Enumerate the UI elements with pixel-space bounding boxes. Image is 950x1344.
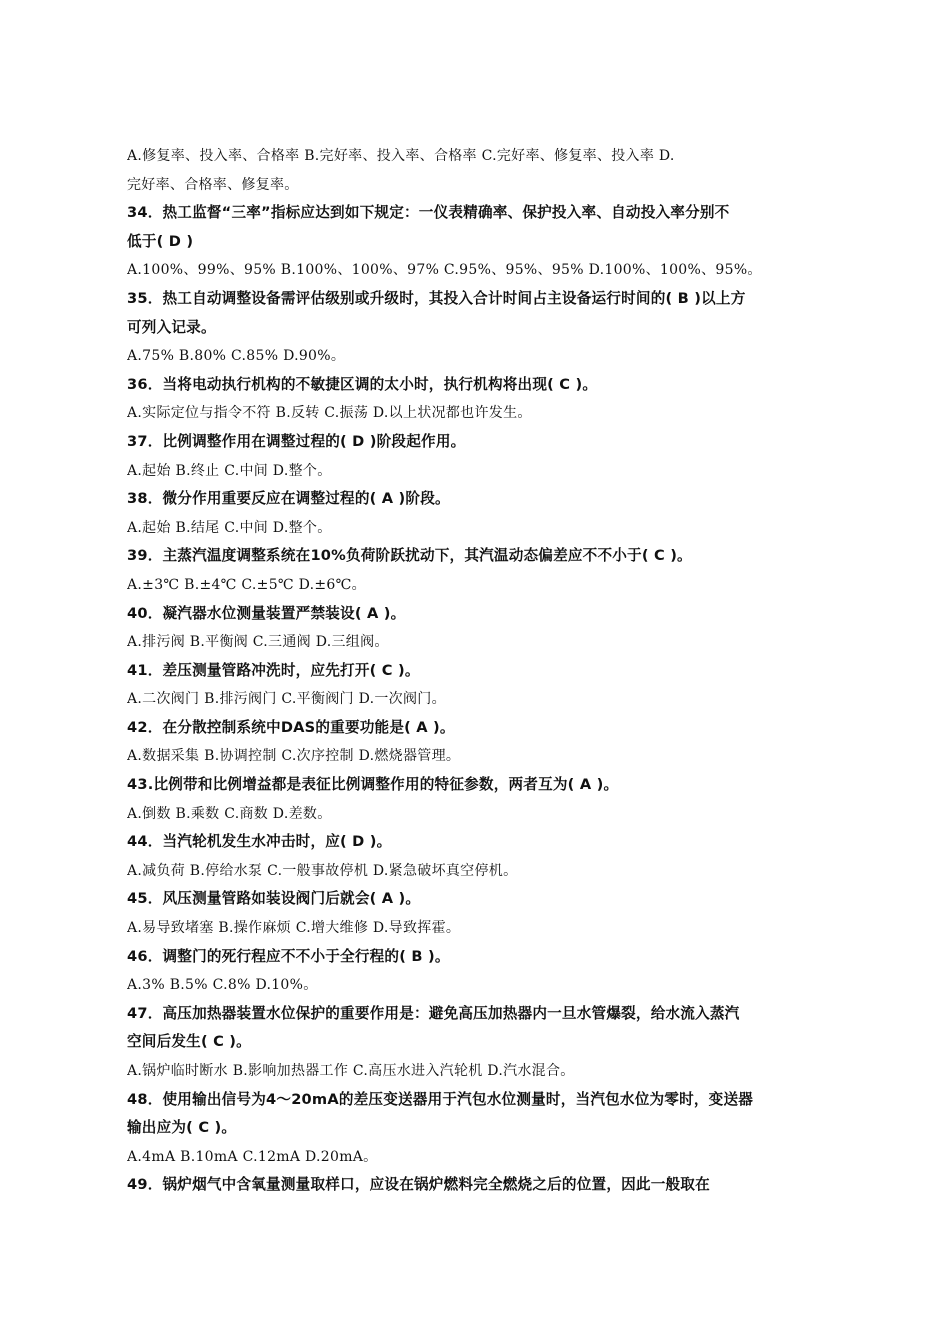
question-text-line: 41．差压测量管路冲洗时，应先打开( C )。: [127, 661, 420, 679]
answer-options-line: A.100%、99%、95% B.100%、100%、97% C.95%、95%、95% D.100%、100%、95%。: [127, 262, 762, 279]
question-text-line: 44．当汽轮机发生水冲击时，应( D )。: [127, 833, 392, 851]
question-text-line: 46．调整门的死行程应不不小于全行程的( B )。: [127, 947, 450, 965]
question-text-line: 45．风压测量管路如装设阀门后就会( A )。: [127, 890, 421, 908]
question-text-line: 低于( D ): [127, 232, 194, 250]
answer-options-line: A.起始 B.结尾 C.中间 D.整个。: [127, 519, 332, 536]
answer-options-line: A.±3℃ B.±4℃ C.±5℃ D.±6℃。: [127, 576, 366, 593]
question-text-line: 空间后发生( C )。: [127, 1033, 251, 1051]
answer-options-line: A.75% B.80% C.85% D.90%。: [127, 348, 346, 365]
question-text-line: 43.比例带和比例增益都是表征比例调整作用的特征参数，两者互为( A )。: [127, 776, 619, 794]
answer-options-line: A.数据采集 B.协调控制 C.次序控制 D.燃烧器管理。: [127, 748, 461, 765]
question-text-line: 34．热工监督“三率”指标应达到如下规定：一仪表精确率、保护投入率、自动投入率分别不: [127, 204, 730, 222]
question-text-line: 输出应为( C )。: [127, 1119, 237, 1137]
question-text-line: 47．高压加热器装置水位保护的重要作用是：避免高压加热器内一旦水管爆裂，给水流入蒸汽: [127, 1004, 740, 1022]
answer-options-line: A.修复率、投入率、合格率 B.完好率、投入率、合格率 C.完好率、修复率、投入率 D.: [127, 148, 675, 164]
question-text-line: 49．锅炉烟气中含氧量测量取样口，应设在锅炉燃料完全燃烧之后的位置，因此一般取在: [127, 1176, 710, 1194]
answer-options-line: A.减负荷 B.停给水泵 C.一般事故停机 D.紧急破坏真空停机。: [127, 862, 518, 879]
question-text-line: 35．热工自动调整设备需评估级别或升级时，其投入合计时间占主设备运行时间的( B )以上方: [127, 289, 746, 307]
question-text-line: 39．主蒸汽温度调整系统在10%负荷阶跃扰动下，其汽温动态偏差应不不小于( C )。: [127, 547, 692, 565]
answer-options-line: A.易导致堵塞 B.操作麻烦 C.增大维修 D.导致挥霍。: [127, 920, 461, 937]
answer-options-line: A.实际定位与指令不符 B.反转 C.振荡 D.以上状况都也许发生。: [127, 405, 532, 422]
question-text-line: 40．凝汽器水位测量装置严禁装设( A )。: [127, 604, 406, 622]
answer-options-line: A.倒数 B.乘数 C.商数 D.差数。: [127, 805, 332, 822]
answer-options-line: A.3% B.5% C.8% D.10%。: [127, 977, 318, 994]
question-text-line: 42．在分散控制系统中DAS的重要功能是( A )。: [127, 718, 455, 736]
question-text-line: 38．微分作用重要反应在调整过程的( A )阶段。: [127, 490, 450, 508]
answer-options-line: A.锅炉临时断水 B.影响加热器工作 C.高压水进入汽轮机 D.汽水混合。: [127, 1063, 575, 1079]
answer-options-line: A.二次阀门 B.排污阀门 C.平衡阀门 D.一次阀门。: [127, 691, 446, 708]
answer-options-line: A.排污阀 B.平衡阀 C.三通阀 D.三组阀。: [127, 634, 389, 651]
document-page: [127, 142, 827, 1200]
question-text-line: 48．使用输出信号为4～20mA的差压变送器用于汽包水位测量时，当汽包水位为零时，变送器: [127, 1090, 754, 1108]
question-text-line: 37．比例调整作用在调整过程的( D )阶段起作用。: [127, 432, 466, 450]
question-text-line: 可列入记录。: [127, 318, 216, 336]
answer-options-line: A.起始 B.终止 C.中间 D.整个。: [127, 462, 332, 479]
answer-options-line: 完好率、合格率、修复率。: [127, 176, 299, 193]
answer-options-line: A.4mA B.10mA C.12mA D.20mA。: [127, 1148, 378, 1165]
question-text-line: 36．当将电动执行机构的不敏捷区调的太小时，执行机构将出现( C )。: [127, 375, 598, 393]
